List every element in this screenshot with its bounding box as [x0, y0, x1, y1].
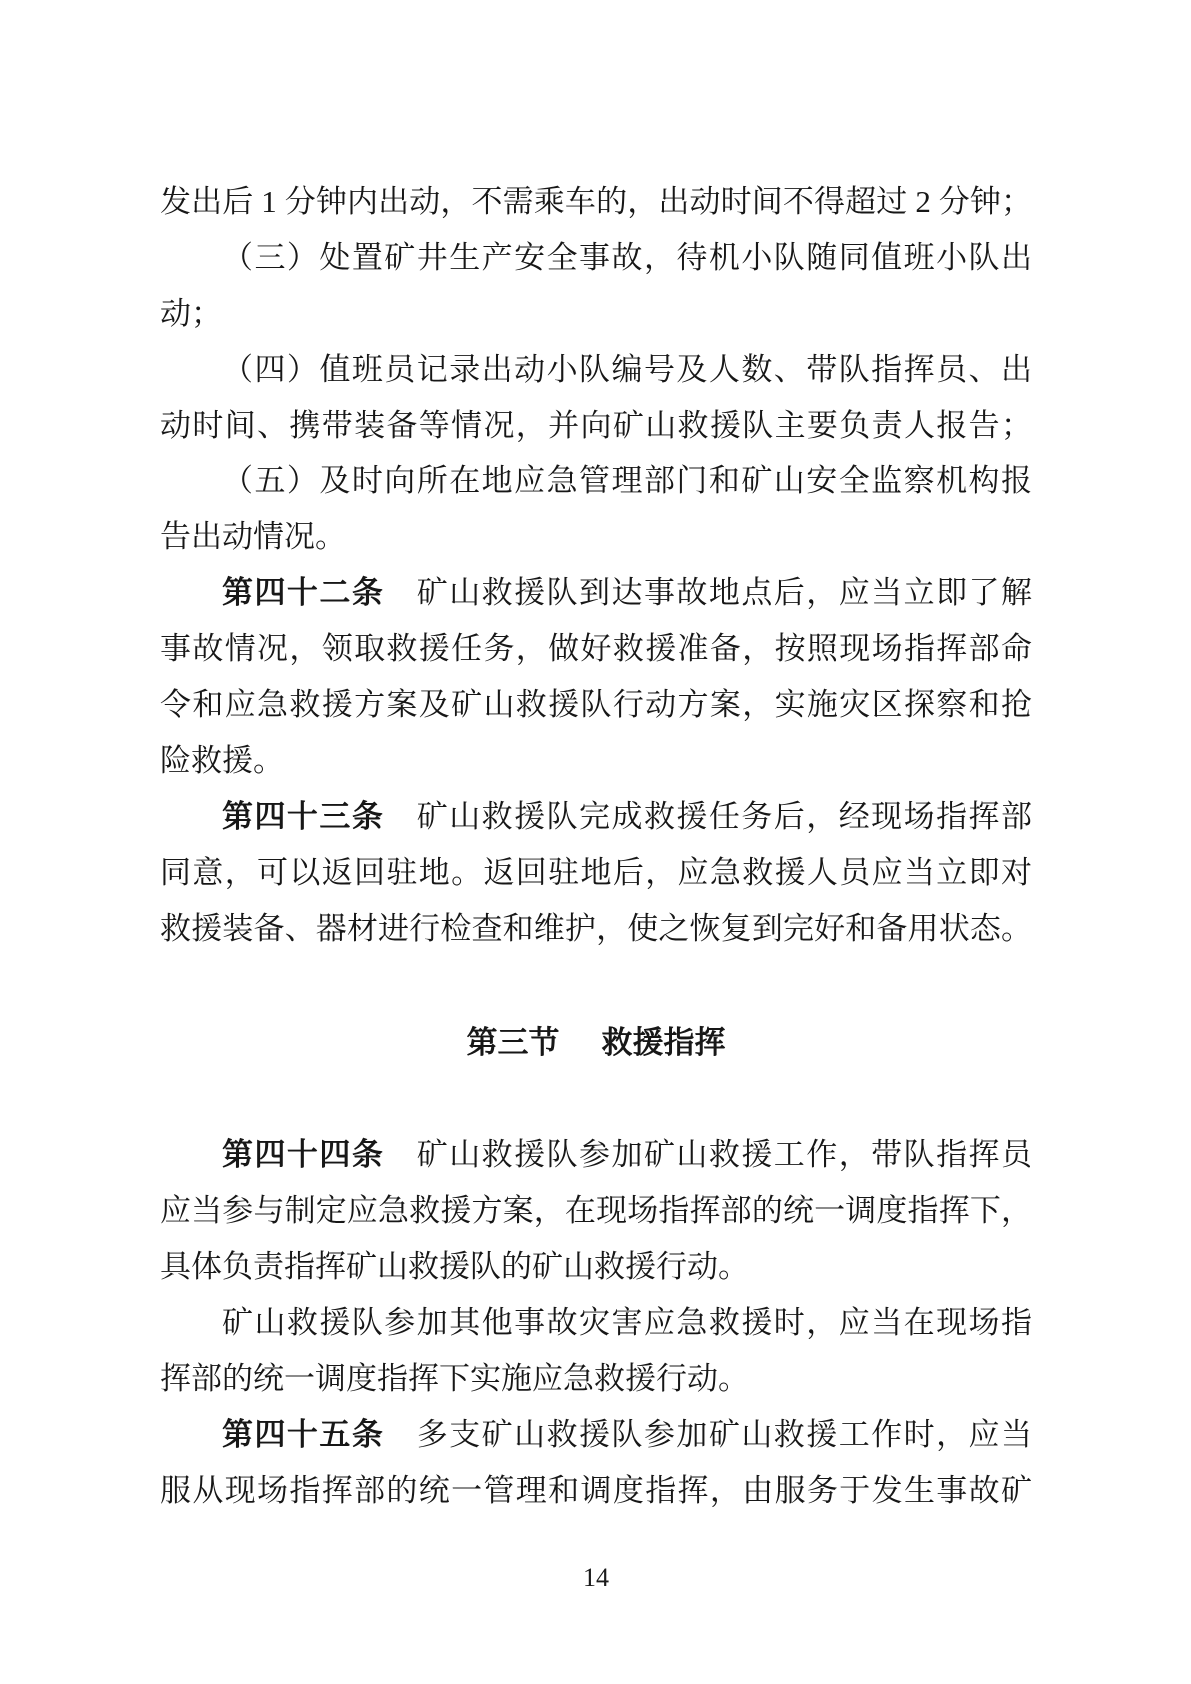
document-line	[160, 789, 1032, 845]
text-run: 告出动情况。	[160, 519, 346, 555]
text-run: 令和应急救援方案及矿山救援队行动方案，实施灾区探察和抢	[160, 687, 1032, 723]
document-line	[160, 230, 1032, 286]
paragraph	[160, 230, 1032, 342]
paragraph	[160, 174, 1032, 230]
section-number: 第三节	[466, 1025, 560, 1061]
text-run: 同意，可以返回驻地。返回驻地后，应急救援人员应当立即对	[160, 854, 1032, 890]
paragraph	[160, 565, 1032, 789]
paragraph	[160, 789, 1032, 957]
text-run: 险救援。	[160, 742, 284, 778]
paragraph	[160, 1127, 1032, 1295]
paragraph	[160, 1407, 1032, 1519]
document-line	[160, 677, 1032, 733]
document-line	[160, 1295, 1032, 1351]
text-run: 服从现场指挥部的统一管理和调度指挥，由服务于发生事故矿	[160, 1472, 1032, 1508]
paragraph	[160, 453, 1032, 565]
text-run: 矿山救援队参加其他事故灾害应急救援时，应当在现场指	[222, 1305, 1032, 1341]
document-line	[160, 342, 1032, 398]
document-line	[160, 733, 1032, 789]
text-run: 应当参与制定应急救援方案，在现场指挥部的统一调度指挥下，	[160, 1193, 1032, 1229]
document-line	[160, 1463, 1032, 1519]
text-run: 事故情况，领取救援任务，做好救援准备，按照现场指挥部命	[160, 631, 1032, 667]
section-heading	[160, 1015, 1032, 1071]
document-line	[160, 1183, 1032, 1239]
paragraph	[160, 1295, 1032, 1407]
article-number: 第四十五条	[222, 1416, 385, 1452]
document-line	[160, 621, 1032, 677]
text-run: 矿山救援队完成救援任务后，经现场指挥部	[384, 798, 1032, 834]
document-line	[160, 901, 1032, 957]
article-number: 第四十三条	[222, 798, 385, 834]
text-run: 救援装备、器材进行检查和维护，使之恢复到完好和备用状态。	[160, 910, 1032, 946]
document-line	[160, 509, 1032, 565]
document-line	[160, 845, 1032, 901]
document-line	[160, 398, 1032, 454]
text-run: 具体负责指挥矿山救援队的矿山救援行动。	[160, 1249, 749, 1285]
text-run: 动时间、携带装备等情况，并向矿山救援队主要负责人报告；	[160, 407, 1032, 443]
text-run: （三）处置矿井生产安全事故，待机小队随同值班小队出	[222, 239, 1032, 275]
text-run: （四）值班员记录出动小队编号及人数、带队指挥员、出	[222, 351, 1032, 387]
page-number: 14	[583, 1562, 609, 1592]
document-line	[160, 174, 1032, 230]
paragraph	[160, 342, 1032, 454]
page-footer	[160, 1519, 1032, 1593]
article-number: 第四十二条	[222, 575, 385, 611]
text-run: 矿山救援队参加矿山救援工作，带队指挥员	[384, 1137, 1032, 1173]
text-run: （五）及时向所在地应急管理部门和矿山安全监察机构报	[222, 463, 1032, 499]
document-body	[160, 174, 1032, 1519]
document-line	[160, 1239, 1032, 1295]
section-title: 救援指挥	[601, 1025, 726, 1061]
text-run: 挥部的统一调度指挥下实施应急救援行动。	[160, 1360, 749, 1396]
document-line	[160, 453, 1032, 509]
article-number: 第四十四条	[222, 1137, 385, 1173]
text-run: 动；	[160, 295, 222, 331]
text-run: 多支矿山救援队参加矿山救援工作时，应当	[384, 1416, 1032, 1452]
document-line	[160, 1407, 1032, 1463]
document-line	[160, 286, 1032, 342]
document-line	[160, 1127, 1032, 1183]
document-line	[160, 1351, 1032, 1407]
text-run: 发出后 1 分钟内出动，不需乘车的，出动时间不得超过 2 分钟；	[160, 184, 1032, 219]
document-line	[160, 565, 1032, 621]
text-run: 矿山救援队到达事故地点后，应当立即了解	[384, 575, 1032, 611]
